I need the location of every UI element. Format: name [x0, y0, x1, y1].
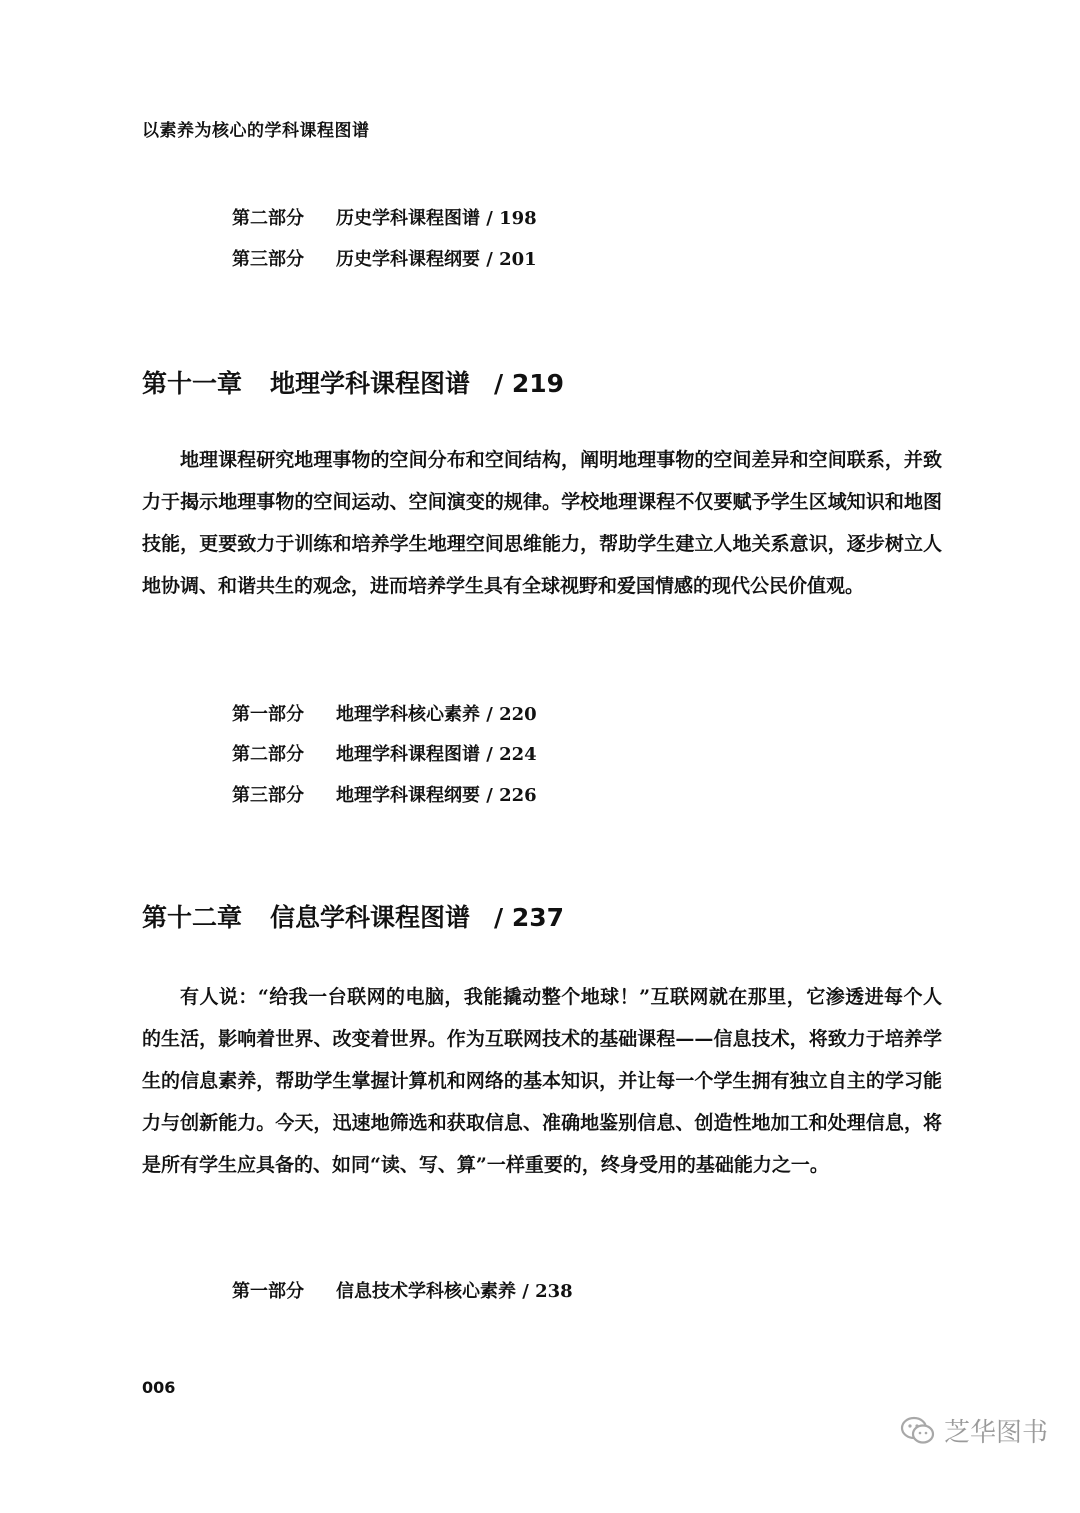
watermark-text: 芝华图书 — [944, 1418, 1049, 1448]
toc-entry — [232, 204, 537, 230]
toc-part-label: 第三部分 — [232, 249, 304, 270]
toc-part-label: 第二部分 — [232, 744, 304, 765]
watermark — [900, 1412, 1048, 1449]
toc-entry — [232, 1277, 573, 1303]
toc-entry — [232, 740, 537, 766]
toc-part-label: 第三部分 — [232, 785, 304, 806]
toc-entry — [232, 245, 537, 271]
toc-part-title: 历史学科课程纲要 / 201 — [336, 249, 537, 270]
toc-part-title: 信息技术学科核心素养 / 238 — [336, 1281, 573, 1302]
toc-part-title: 地理学科课程纲要 / 226 — [336, 785, 537, 806]
chapter-number: 第十二章 — [142, 903, 243, 932]
chapter-intro: 地理课程研究地理事物的空间分布和空间结构，阐明地理事物的空间差异和空间联系，并致力于揭示地理事物的空间运动、空间演变的规律。学校地理课程不仅要赋予学生区域知识和地图技能，更要致力于训练和培养学生地理空间思维能力，帮助学生建立人地关系意识，逐步树立人地协调、和谐共生的观念，进而培养学生具有全球视野和爱国情感的现代公民价值观。 — [142, 449, 942, 597]
toc-part-label: 第一部分 — [232, 704, 304, 725]
chapter-number: 第十一章 — [142, 369, 243, 398]
running-header: 以素养为核心的学科课程图谱 — [142, 121, 370, 141]
chapter-page: / 219 — [494, 369, 565, 398]
page-number: 006 — [142, 1378, 176, 1397]
toc-part-title: 地理学科课程图谱 / 224 — [336, 744, 537, 765]
wechat-icon — [900, 1416, 936, 1446]
chapter-heading — [142, 898, 564, 934]
chapter-title: 信息学科课程图谱 — [270, 903, 471, 932]
toc-part-label: 第二部分 — [232, 208, 304, 229]
chapter-heading — [142, 364, 564, 400]
chapter-intro: 有人说：“给我一台联网的电脑，我能撬动整个地球！”互联网就在那里，它渗透进每个人的生活，影响着世界、改变着世界。作为互联网技术的基础课程——信息技术，将致力于培养学生的信息素养，帮助学生掌握计算机和网络的基本知识，并让每一个学生拥有独立自主的学习能力与创新能力。今天，迅速地筛选和获取信息、准确地鉴别信息、创造性地加工和处理信息，将是所有学生应具备的、如同“读、写、算”一样重要的，终身受用的基础能力之一。 — [142, 986, 942, 1176]
chapter-page: / 237 — [494, 903, 565, 932]
toc-part-title: 历史学科课程图谱 / 198 — [336, 208, 537, 229]
toc-entry — [232, 700, 537, 726]
chapter-title: 地理学科课程图谱 — [270, 369, 471, 398]
toc-part-title: 地理学科核心素养 / 220 — [336, 704, 537, 725]
toc-part-label: 第一部分 — [232, 1281, 304, 1302]
toc-entry — [232, 781, 537, 807]
